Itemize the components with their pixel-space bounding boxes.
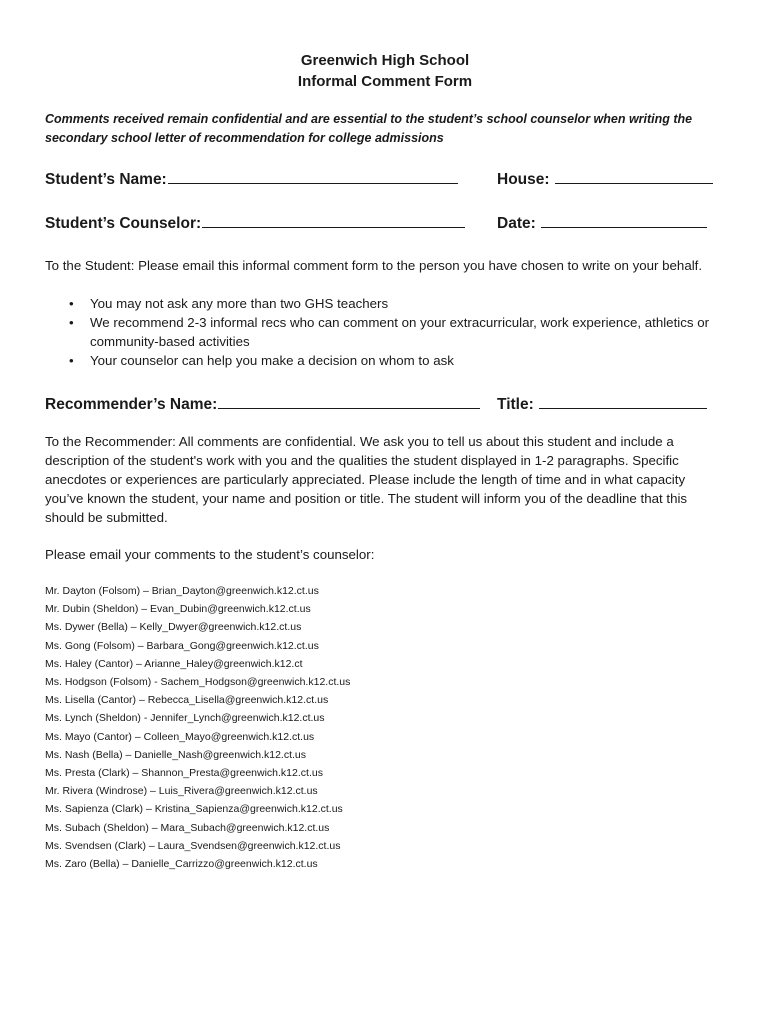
counselor-contact: Ms. Sapienza (Clark) – Kristina_Sapienza@greenwich.k12.ct.us <box>45 803 343 816</box>
student-name-row <box>45 168 735 190</box>
counselor-contact: Mr. Dubin (Sheldon) – Evan_Dubin@greenwich.k12.ct.us <box>45 603 311 616</box>
counselor-contact: Ms. Lisella (Cantor) – Rebecca_Lisella@greenwich.k12.ct.us <box>45 694 329 707</box>
counselor-contact: Ms. Haley (Cantor) – Arianne_Haley@greenwich.k12.ct <box>45 657 303 670</box>
recommender-label: Recommender’s Name: <box>45 396 218 413</box>
counselor-contact: Ms. Gong (Folsom) – Barbara_Gong@greenwich.k12.ct.us <box>45 639 319 652</box>
counselor-contact: Mr. Rivera (Windrose) – Luis_Rivera@greenwich.k12.ct.us <box>45 785 318 798</box>
counselor-contact: Ms. Mayo (Cantor) – Colleen_Mayo@greenwich.k12.ct.us <box>45 730 315 743</box>
list-item: • Your counselor can help you make a decision on whom to ask <box>69 353 454 368</box>
counselor-contact: Ms. Nash (Bella) – Danielle_Nash@greenwich.k12.ct.us <box>45 748 307 761</box>
school-name: Greenwich High School <box>300 52 470 69</box>
counselor-contact: Ms. Lynch (Sheldon) - Jennifer_Lynch@greenwich.k12.ct.us <box>45 712 325 725</box>
student-name-blank[interactable] <box>168 168 458 184</box>
list-item: • We recommend 2-3 informal recs who can comment on your extracurricular, work experience, athletics or community-based activities <box>69 315 710 349</box>
recommender-row <box>45 393 735 415</box>
counselor-contact: Ms. Dywer (Bella) – Kelly_Dwyer@greenwich.k12.ct.us <box>45 621 302 634</box>
student-name-label: Student’s Name: <box>45 171 167 188</box>
bullet-icon: • <box>69 353 74 368</box>
counselor-contact: Mr. Dayton (Folsom) – Brian_Dayton@greenwich.k12.ct.us <box>45 585 319 597</box>
counselor-label: Student’s Counselor: <box>45 215 202 232</box>
counselor-contact: Ms. Subach (Sheldon) – Mara_Subach@greenwich.k12.ct.us <box>45 821 330 834</box>
confidentiality-notice: Comments received remain confidential and are essential to the student’s school counselor when writing the secondary school letter of recommendation for college admissions <box>45 112 693 145</box>
counselor-contact: Ms. Zaro (Bella) – Danielle_Carrizzo@greenwich.k12.ct.us <box>45 858 318 871</box>
house-blank[interactable] <box>555 168 713 184</box>
counselor-contact: Ms. Presta (Clark) – Shannon_Presta@greenwich.k12.ct.us <box>45 767 323 780</box>
counselor-blank[interactable] <box>202 212 465 228</box>
email-prompt: Please email your comments to the student’s counselor: <box>45 547 375 562</box>
house-label: House: <box>497 171 550 188</box>
recommender-instructions: To the Recommender: All comments are confidential. We ask you to tell us about this student and include a description of the student's work with you and the qualities the student displayed in 1-2 paragraphs. Specific anecdotes or experiences are particularly appreciated. Please include the length of time and in what capacity you’ve known the student, your name and position or title. The student will inform you of the deadline that this should be submitted. <box>45 434 688 525</box>
title-label: Title: <box>497 396 534 413</box>
student-guidelines <box>45 294 725 370</box>
recommender-name-blank[interactable] <box>218 393 480 409</box>
bullet-icon: • <box>69 315 74 330</box>
list-item: • You may not ask any more than two GHS teachers <box>69 296 389 311</box>
date-blank[interactable] <box>541 212 707 228</box>
counselor-contact: Ms. Svendsen (Clark) – Laura_Svendsen@greenwich.k12.ct.us <box>45 839 341 852</box>
title-blank[interactable] <box>539 393 707 409</box>
date-label: Date: <box>497 215 536 232</box>
counselor-row <box>45 212 735 234</box>
counselor-contact: Ms. Hodgson (Folsom) - Sachem_Hodgson@greenwich.k12.ct.us <box>45 676 351 689</box>
counselor-contact-list <box>45 582 645 873</box>
student-instructions: To the Student: Please email this informal comment form to the person you have chosen to write on your behalf. <box>45 258 703 273</box>
bullet-icon: • <box>69 296 74 311</box>
form-header <box>0 50 770 92</box>
form-title: Informal Comment Form <box>297 73 473 90</box>
